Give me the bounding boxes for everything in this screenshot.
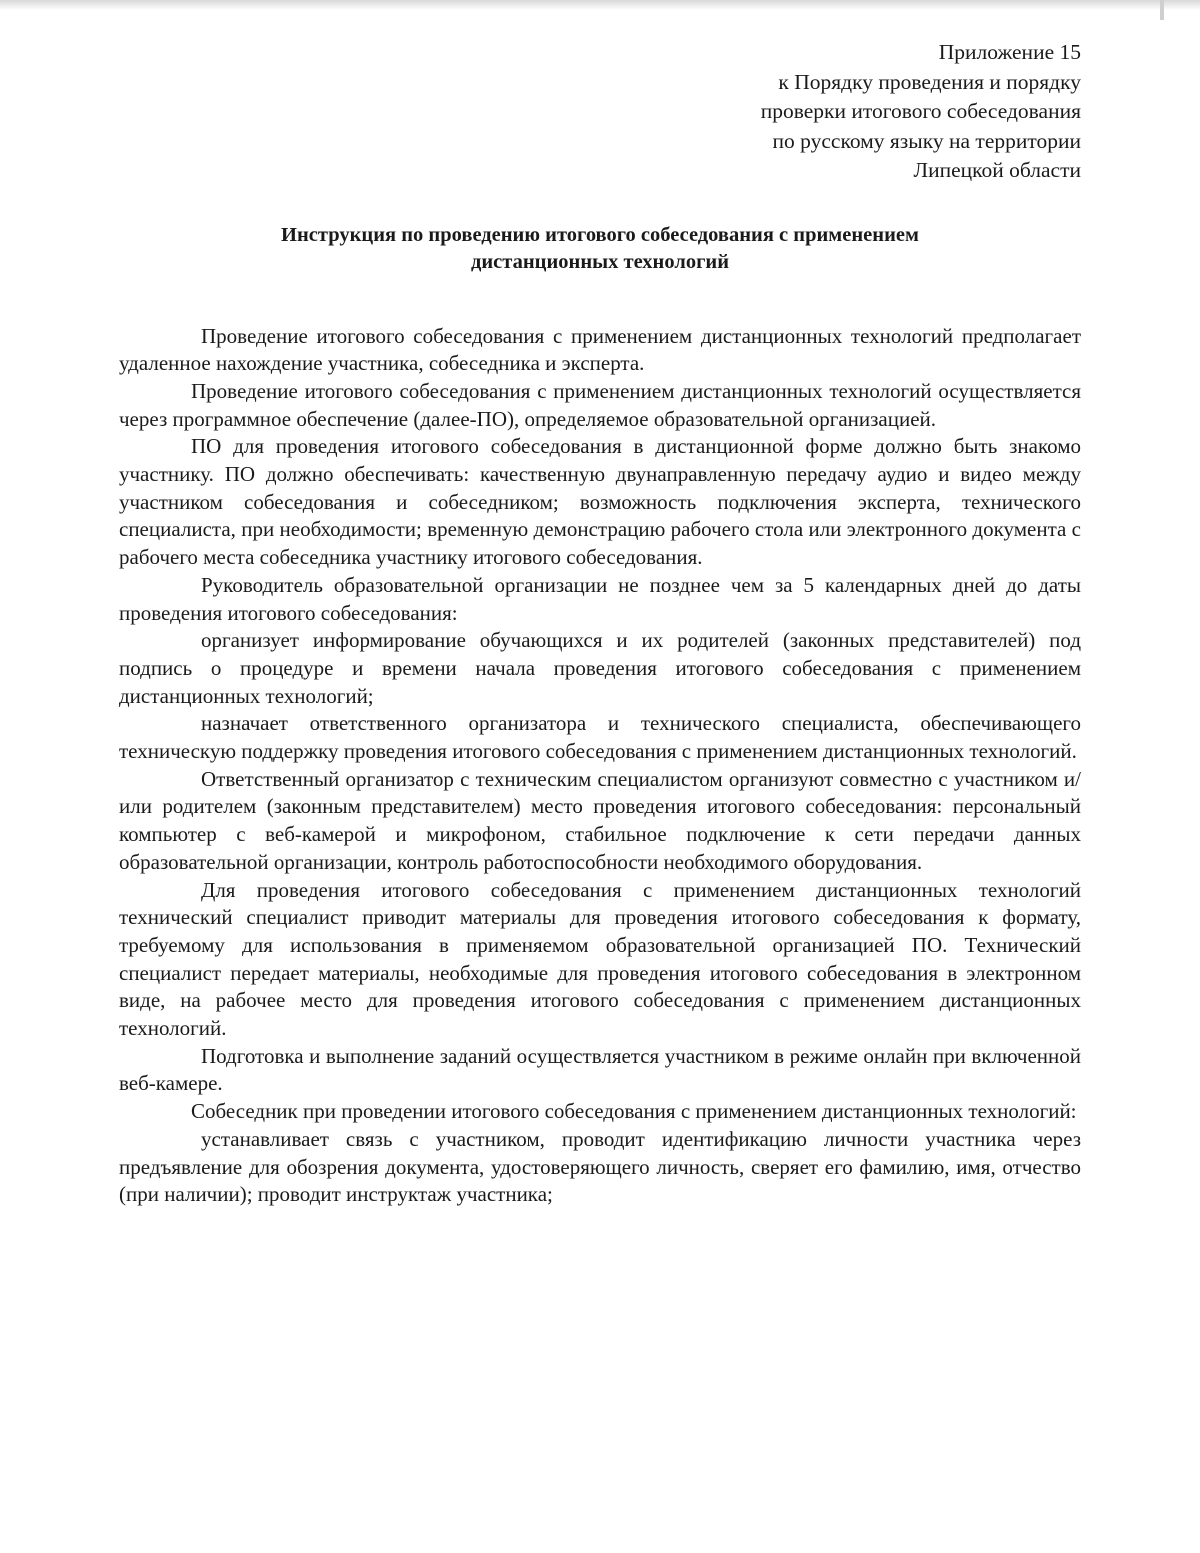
appendix-line: проверки итогового собеседования (760, 99, 1081, 123)
paragraph: Руководитель образовательной организации не позднее чем за 5 календарных дней до даты проведения итогового собеседования: (119, 572, 1081, 625)
paragraph: Ответственный организатор с техническим специалистом организуют совместно с участником и/или родителем (законным представителем) место проведения итогового собеседования: персональный компьютер с веб-камерой и микрофоном, стабильное подключение к сети передачи данных образовательной организации, контроль работоспособности необходимого оборудования. (119, 766, 1081, 874)
appendix-line: Приложение 15 (938, 40, 1081, 64)
scan-edge-top (0, 0, 1200, 10)
document-title (119, 222, 1081, 276)
paragraph: устанавливает связь с участником, проводит идентификацию личности участника через предъявление для обозрения документа, удостоверяющего личность, сверяет его фамилию, имя, отчество (при наличии); проводит инструктаж участника; (119, 1126, 1081, 1207)
paragraph: Подготовка и выполнение заданий осуществляется участником в режиме онлайн при включенной веб-камере. (119, 1043, 1081, 1096)
paragraph: ПО для проведения итогового собеседования в дистанционной форме должно быть знакомо участнику. ПО должно обеспечивать: качественную двунаправленную передачу аудио и видео между участником собеседования и собеседником; возможность подключения эксперта, технического специалиста, при необходимости; временную демонстрацию рабочего стола или электронного документа с рабочего места собеседника участнику итогового собеседования. (119, 434, 1081, 570)
paragraph: назначает ответственного организатора и технического специалиста, обеспечивающего техническую поддержку проведения итогового собеседования с применением дистанционных технологий. (119, 711, 1081, 764)
document-page (119, 38, 1081, 1209)
appendix-line: к Порядку проведения и порядку (778, 69, 1081, 94)
appendix-header (119, 38, 1081, 186)
title-line: дистанционных технологий (470, 250, 730, 273)
paragraph: Собеседник при проведении итогового собеседования с применением дистанционных технологий: (191, 1099, 1077, 1124)
paragraph: Проведение итогового собеседования с применением дистанционных технологий осуществляется через программное обеспечение (далее-ПО), определяемое образовательной организацией. (119, 378, 1081, 431)
paragraph: Проведение итогового собеседования с применением дистанционных технологий предполагает удаленное нахождение участника, собеседника и эксперта. (119, 323, 1081, 376)
document-body (119, 323, 1081, 1210)
paragraph: организует информирование обучающихся и их родителей (законных представителей) под подпись о процедуре и времени начала проведения итогового собеседования с применением дистанционных технологий; (119, 628, 1081, 708)
title-line: Инструкция по проведению итогового собеседования с применением (281, 223, 919, 246)
paragraph: Для проведения итогового собеседования с применением дистанционных технологий технический специалист приводит материалы для проведения итогового собеседования к формату, требуемому для использования в применяемом образовательной организацией ПО. Технический специалист передает материалы, необходимые для проведения итогового собеседования в электронном виде, на рабочее место для проведения итогового собеседования с применением дистанционных технологий. (119, 877, 1081, 1041)
appendix-line: по русскому языку на территории (772, 128, 1081, 153)
appendix-line: Липецкой области (913, 158, 1081, 182)
scan-edge-mark (1160, 0, 1164, 20)
